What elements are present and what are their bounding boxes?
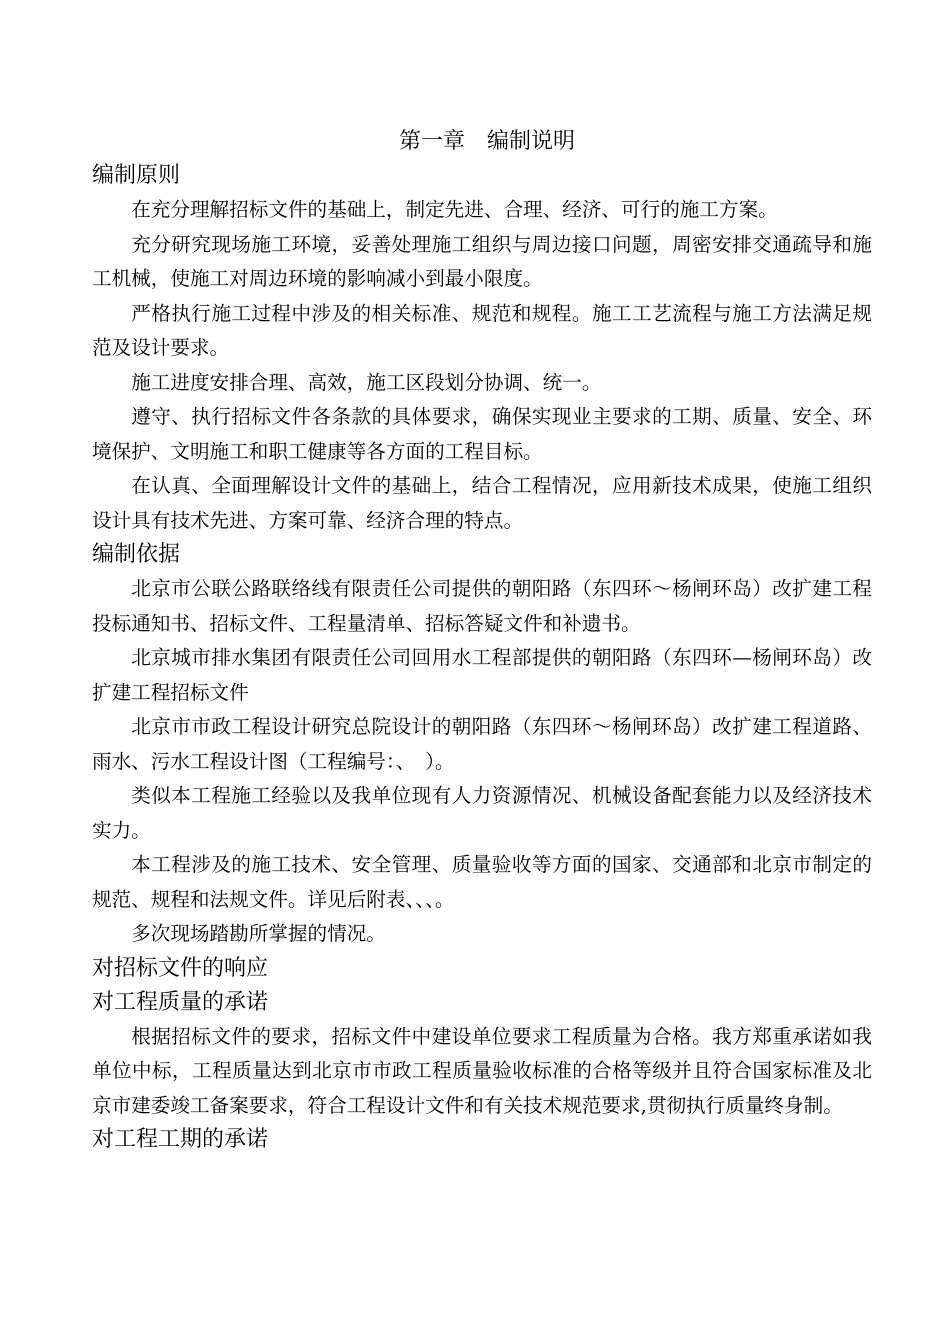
paragraph: 施工进度安排合理、高效，施工区段划分协调、统一。 <box>131 370 602 394</box>
paragraph: 严格执行施工过程中涉及的相关标准、规范和规程。施工工艺流程与施工方法满足规范及设计要求。 <box>92 301 872 359</box>
paragraph: 北京城市排水集团有限责任公司回用水工程部提供的朝阳路（东四环—杨闸环岛）改扩建工程招标文件 <box>92 646 872 704</box>
section-heading-basis: 编制依据 <box>92 542 181 567</box>
paragraph: 在充分理解招标文件的基础上，制定先进、合理、经济、可行的施工方案。 <box>131 198 778 221</box>
section-heading-principles: 编制原则 <box>92 163 181 188</box>
section-heading-quality: 对工程质量的承诺 <box>92 989 269 1015</box>
section-heading-schedule: 对工程工期的承诺 <box>92 1127 269 1152</box>
paragraph: 在认真、全面理解设计文件的基础上，结合工程情况，应用新技术成果，使施工组织设计具有技术先进、方案可靠、经济合理的特点。 <box>92 474 872 532</box>
paragraph: 北京市市政工程设计研究总院设计的朝阳路（东四环～杨闸环岛）改扩建工程道路、雨水、污水工程设计图（工程编号：、 ）。 <box>92 715 872 773</box>
chapter-title: 第一章 编制说明 <box>398 129 575 154</box>
paragraph: 本工程涉及的施工技术、安全管理、质量验收等方面的国家、交通部和北京市制定的规范、规程和法规文件。详见后附表、、、。 <box>92 853 872 911</box>
paragraph: 类似本工程施工经验以及我单位现有人力资源情况、机械设备配套能力以及经济技术实力。 <box>92 784 872 842</box>
paragraph: 遵守、执行招标文件各条款的具体要求，确保实现业主要求的工期、质量、安全、环境保护、文明施工和职工健康等各方面的工程目标。 <box>92 405 872 463</box>
paragraph: 多次现场踏勘所掌握的情况。 <box>131 922 386 945</box>
paragraph: 根据招标文件的要求，招标文件中建设单位要求工程质量为合格。我方郑重承诺如我单位中标，工程质量达到北京市市政工程质量验收标准的合格等级并且符合国家标准及北京市建委竣工备案要求，符合工程设计文件和有关技术规范要求,贯彻执行质量终身制。 <box>92 1024 872 1117</box>
section-heading-response: 对招标文件的响应 <box>92 955 269 981</box>
paragraph: 北京市公联公路联络线有限责任公司提供的朝阳路（东四环～杨闸环岛）改扩建工程投标通知书、招标文件、工程量清单、招标答疑文件和补遗书。 <box>92 577 872 635</box>
paragraph: 充分研究现场施工环境，妥善处理施工组织与周边接口问题，周密安排交通疏导和施工机械，使施工对周边环境的影响减小到最小限度。 <box>92 232 872 290</box>
